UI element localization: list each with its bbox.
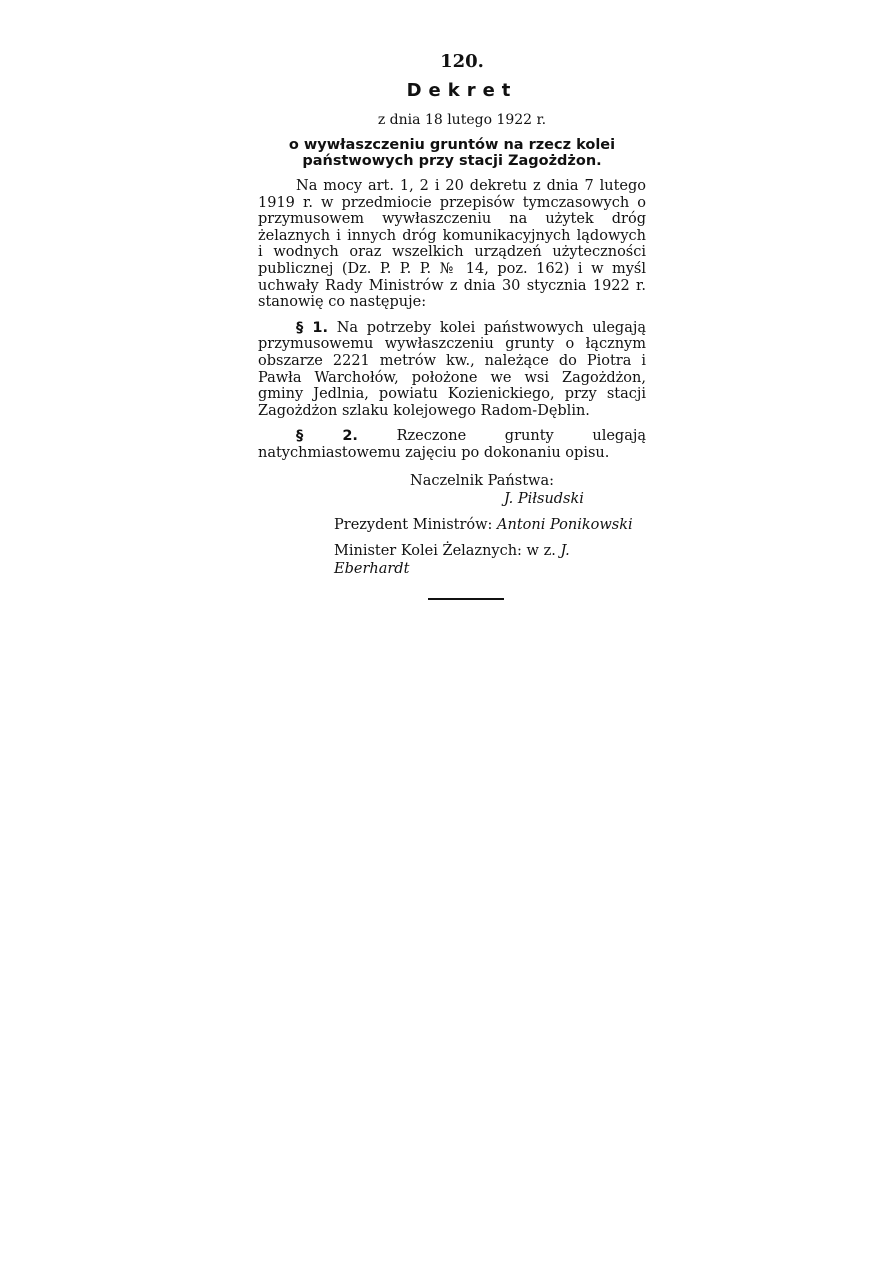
prime-minister-title: Prezydent Ministrów: [334, 516, 493, 533]
decree-date: z dnia 18 lutego 1922 r. [377, 112, 547, 128]
railway-minister-title: Minister Kolei Żelaznych: w z. [334, 542, 556, 559]
prime-minister-signature [334, 516, 646, 534]
railway-minister-signature [334, 542, 646, 578]
section-1-text: Na potrzeby kolei państwowych ulegają przymusowemu wywłaszczeniu grunty o łącznym obszarze 2221 metrów kw., należące do Piotra i Pawła Warchołów, położone we wsi Zagożdżon, gminy Jedlnia, powiatu Kozienickiego, przy stacji Zagożdżon szlaku kolejowego Radom-Dęblin. [258, 319, 646, 419]
closing-rule [428, 598, 504, 600]
decree-title: Dekret [406, 80, 518, 101]
section-1-label: § 1. [296, 319, 328, 336]
section-2-text: Rzeczone grunty ulegają natychmiastowemu zajęciu po dokonaniu opisu. [258, 428, 646, 461]
preamble-paragraph: Na mocy art. 1, 2 i 20 dekretu z dnia 7 lutego 1919 r. w przedmiocie przepisów tymczasowych o przymusowem wywłaszczeniu na użytek dróg żelaznych i innych dróg komunikacyjnych lądowych i wodnych oraz wszelkich urządzeń użyteczności publicznej (Dz. P. P. P. № 14, poz. 162) i w myśl uchwały Rady Ministrów z dnia 30 stycznia 1922 r. stanowię co następuje: [258, 178, 646, 311]
section-2 [258, 428, 646, 461]
head-of-state-title: Naczelnik Państwa: [410, 472, 554, 489]
railway-minister-name: J. Eberhardt [334, 542, 570, 577]
decree-number: 120. [440, 51, 484, 72]
decree-document [258, 50, 646, 600]
section-2-label: § 2. [296, 428, 358, 445]
prime-minister-name: Antoni Ponikowski [497, 516, 633, 533]
decree-subject: o wywłaszczeniu gruntów na rzecz kolei państwowych przy stacji Zagożdżon. [288, 137, 616, 169]
section-1 [258, 320, 646, 420]
head-of-state-name: J. Piłsudski [504, 490, 584, 507]
